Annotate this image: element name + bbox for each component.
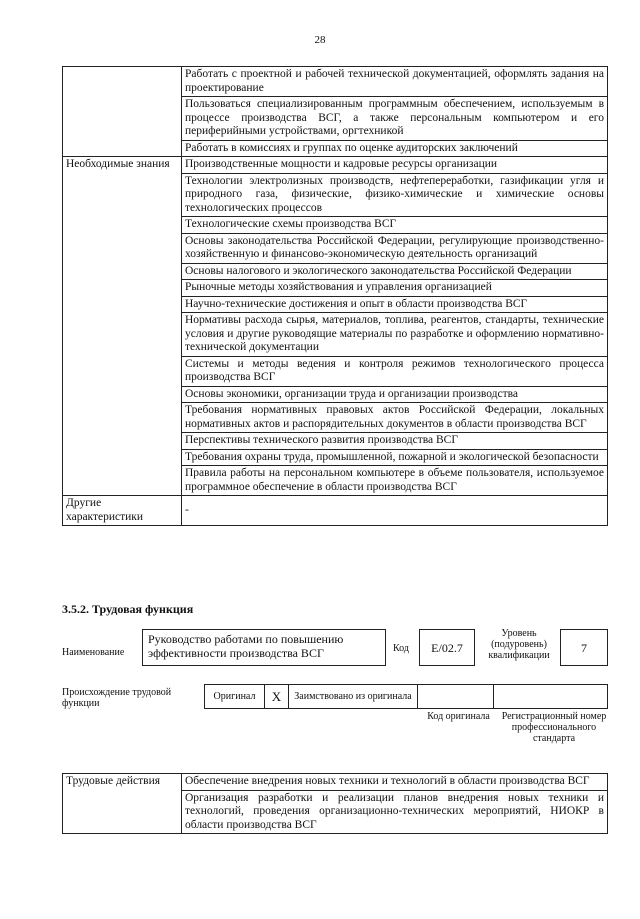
- labor-actions-label: Трудовые действия: [63, 774, 182, 834]
- original-label: Оригинал: [204, 684, 265, 709]
- knowledge-row: Рыночные методы хозяйствования и управления организацией: [182, 280, 608, 297]
- knowledge-row: Основы законодательства Российской Федерации, регулирующие производственно-хозяйственную и финансово-экономическую деятельность организаций: [182, 233, 608, 263]
- origin-grid: [204, 684, 608, 709]
- page-number: 28: [314, 34, 326, 46]
- knowledge-row: Правила работы на персональном компьютере в объеме пользователя, используемое программное обеспечение в области производства ВСГ: [182, 466, 608, 496]
- knowledge-row: Перспективы технического развития производства ВСГ: [182, 433, 608, 450]
- knowledge-row: Основы экономики, организации труда и организации производства: [182, 386, 608, 403]
- reg-number-cell: [493, 684, 608, 709]
- skill-row: Пользоваться специализированным программным обеспечением, используемым в процессе производства ВСГ, а также персональным компьютером и его периферийными устройствами, оргтехникой: [182, 97, 608, 141]
- table-row: [63, 496, 608, 526]
- origin-label: Происхождение трудовой функции: [62, 687, 172, 709]
- function-code-value: E/02.7: [419, 629, 475, 666]
- knowledge-row: Нормативы расхода сырья, материалов, топлива, реагентов, стандарты, технические условия и другие руководящие материалы по разработке и оформлению нормативно-технической документации: [182, 313, 608, 357]
- code-original-cell: [417, 684, 494, 709]
- function-name-value: Руководство работами по повышению эффективности производства ВСГ: [142, 629, 386, 666]
- skill-row: Работать с проектной и рабочей технической документацией, оформлять задания на проектирование: [182, 67, 608, 97]
- knowledge-row: Требования охраны труда, промышленной, пожарной и экологической безопасности: [182, 449, 608, 466]
- knowledge-row: Производственные мощности и кадровые ресурсы организации: [182, 157, 608, 174]
- qualification-level-label: Уровень (подуровень) квалификации: [488, 628, 550, 661]
- other-characteristics-label: Другие характеристики: [63, 496, 182, 526]
- qualification-level-value: 7: [560, 629, 608, 666]
- knowledge-row: Требования нормативных правовых актов Российской Федерации, локальных нормативных актов и распорядительных документов в области производства ВСГ: [182, 403, 608, 433]
- knowledge-row: Основы налогового и экологического законодательства Российской Федерации: [182, 263, 608, 280]
- labor-action-row: Организация разработки и реализации планов внедрения новых техники и технологий, проведения организационно-технических мероприятий, НИОКР в области производства ВСГ: [182, 790, 608, 834]
- requirements-table: [62, 66, 608, 526]
- table-row: [63, 774, 608, 791]
- table-row: [63, 67, 608, 97]
- skill-row: Работать в комиссиях и группах по оценке аудиторских заключений: [182, 140, 608, 157]
- knowledge-row: Научно-технические достижения и опыт в области производства ВСГ: [182, 296, 608, 313]
- section-title: 3.5.2. Трудовая функция: [62, 602, 194, 616]
- code-original-caption: Код оригинала: [427, 711, 490, 722]
- labor-actions-table: [62, 773, 608, 834]
- table-row: [63, 157, 608, 174]
- name-label: Наименование: [62, 647, 125, 658]
- reg-number-caption: Регистрационный номер профессионального стандарта: [501, 711, 607, 744]
- knowledge-row: Технологические схемы производства ВСГ: [182, 217, 608, 234]
- labor-action-row: Обеспечение внедрения новых техники и технологий в области производства ВСГ: [182, 774, 608, 791]
- borrowed-label: Заимствовано из оригинала: [288, 684, 418, 709]
- knowledge-row: Технологии электролизных производств, нефтепереработки, газификации угля и природного газа, физические, физико-химические и химические основы технологических процессов: [182, 173, 608, 217]
- other-characteristics-value: -: [182, 496, 608, 526]
- empty-label-cell: [63, 67, 182, 157]
- original-mark: X: [264, 684, 289, 709]
- code-label: Код: [393, 643, 409, 654]
- knowledge-label: Необходимые знания: [63, 157, 182, 496]
- knowledge-row: Системы и методы ведения и контроля режимов технологического процесса производства ВСГ: [182, 356, 608, 386]
